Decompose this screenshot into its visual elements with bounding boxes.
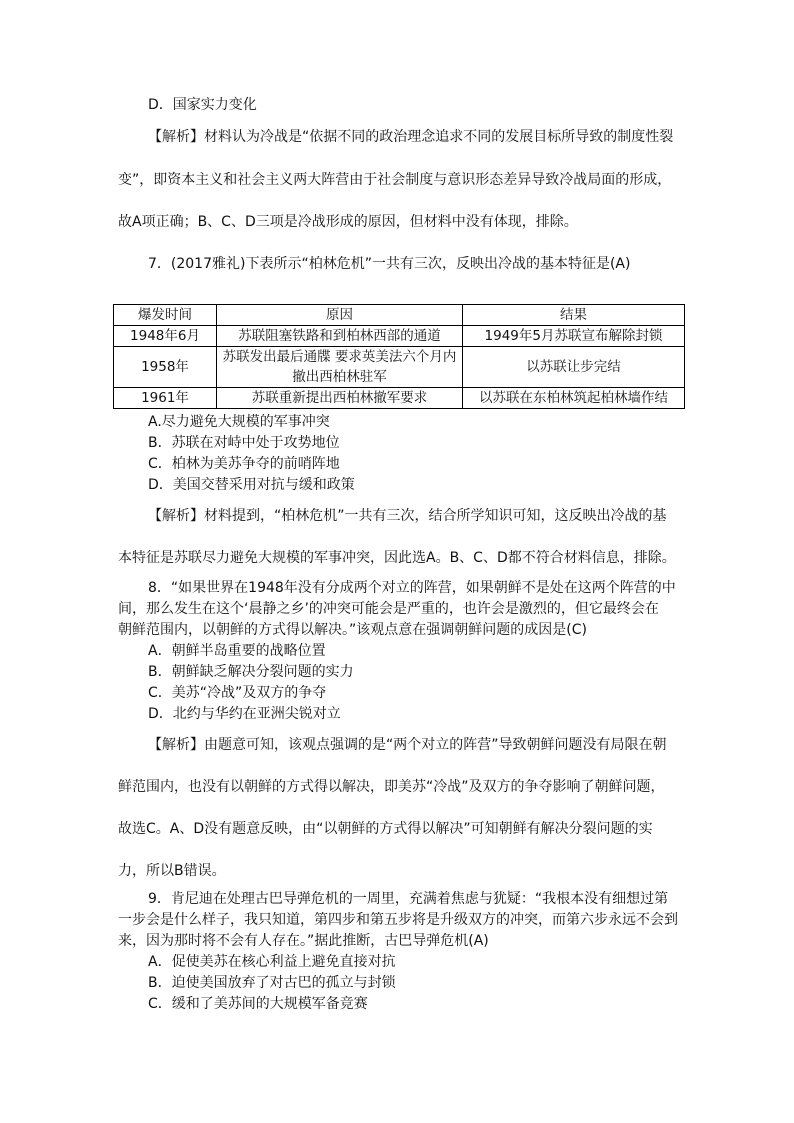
table-cell: 1948年6月 [114,326,217,347]
q8-analysis-line-3: 故选C。A、D没有题意反映，由“以朝鲜的方式得以解决”可知朝鲜有解决分裂问题的实 [118,821,653,837]
q9-option-a: A．促使美苏在核心利益上避免直接对抗 [148,954,396,970]
q8-option-d: D．北约与华约在亚洲尖锐对立 [148,706,341,722]
q9-option-c: C．缓和了美苏间的大规模军备竞赛 [148,996,368,1012]
q7-option-d: D．美国交替采用对抗与缓和政策 [148,477,355,493]
q6-option-d: D．国家实力变化 [148,97,257,113]
table-row [114,326,685,347]
table-header-row [114,305,685,326]
table-cell: 1958年 [114,347,217,388]
table-row [114,388,685,409]
q8-stem-line-1: 8．“如果世界在1948年没有分成两个对立的阵营，如果朝鲜不是处在这两个阵营的中 [148,580,676,596]
q9-stem-line-1: 9．肯尼迪在处理古巴导弹危机的一周里，充满着焦虑与犹疑：“我根本没有细想过第 [148,891,669,907]
q8-option-c: C．美苏“冷战”及双方的争夺 [148,685,327,701]
table-cell: 苏联发出最后通牒 要求英美法六个月内撤出西柏林驻军 [217,347,463,388]
q7-option-a: A.尽力避免大规模的军事冲突 [148,414,330,430]
berlin-crisis-table [113,304,685,409]
q7-option-c: C．柏林为美苏争夺的前哨阵地 [148,456,340,472]
q8-analysis-line-1: 【解析】由题意可知，该观点强调的是“两个对立的阵营”导致朝鲜问题没有局限在朝 [148,737,667,753]
q7-analysis-line-2: 本特征是苏联尽力避免大规模的军事冲突，因此选A。B、C、D都不符合材料信息，排除。 [118,550,676,566]
table-cell: 苏联阻塞铁路和到柏林西部的通道 [217,326,463,347]
q7-analysis-line-1: 【解析】材料提到，“柏林危机”一共有三次，结合所学知识可知，这反映出冷战的基 [148,508,667,524]
q6-analysis-line-1: 【解析】材料认为冷战是“依据不同的政治理念追求不同的发展目标所导致的制度性裂 [148,129,674,145]
q8-analysis-line-4: 力，所以B错误。 [118,863,226,879]
table-header: 原因 [217,305,463,326]
q9-option-b: B．迫使美国放弃了对古巴的孤立与封锁 [148,975,396,991]
q8-stem-line-2: 间，那么发生在这个‘晨静之乡’的冲突可能会是严重的，也许会是激烈的，但它最终会在 [118,601,659,617]
table-cell: 1949年5月苏联宣布解除封锁 [463,326,685,347]
table-row [114,347,685,388]
q7-stem: 7．(2017雅礼)下表所示“柏林危机”一共有三次，反映出冷战的基本特征是(A) [148,256,631,272]
table-header: 爆发时间 [114,305,217,326]
q8-analysis-line-2: 鲜范围内，也没有以朝鲜的方式得以解决，即美苏“冷战”及双方的争夺影响了朝鲜问题， [118,779,665,795]
q7-option-b: B．苏联在对峙中处于攻势地位 [148,435,340,451]
q8-option-a: A．朝鲜半岛重要的战略位置 [148,643,326,659]
q9-stem-line-3: 来，因为那时将不会有人存在。”据此推断，古巴导弹危机(A) [118,933,489,949]
q6-analysis-line-2: 变”，即资本主义和社会主义两大阵营由于社会制度与意识形态差异导致冷战局面的形成， [118,172,672,188]
table-cell: 苏联重新提出西柏林撤军要求 [217,388,463,409]
q6-analysis-line-3: 故A项正确；B、C、D三项是冷战形成的原因，但材料中没有体现，排除。 [118,214,578,230]
q8-stem-line-3: 朝鲜范围内，以朝鲜的方式得以解决。”该观点意在强调朝鲜问题的成因是(C) [118,622,587,638]
q9-stem-line-2: 一步会是什么样子，我只知道，第四步和第五步将是升级双方的冲突，而第六步永远不会到 [118,912,678,928]
table-cell: 以苏联在东柏林筑起柏林墙作结 [463,388,685,409]
table-header: 结果 [463,305,685,326]
q8-option-b: B．朝鲜缺乏解决分裂问题的实力 [148,664,354,680]
table-cell: 1961年 [114,388,217,409]
table-cell: 以苏联让步完结 [463,347,685,388]
